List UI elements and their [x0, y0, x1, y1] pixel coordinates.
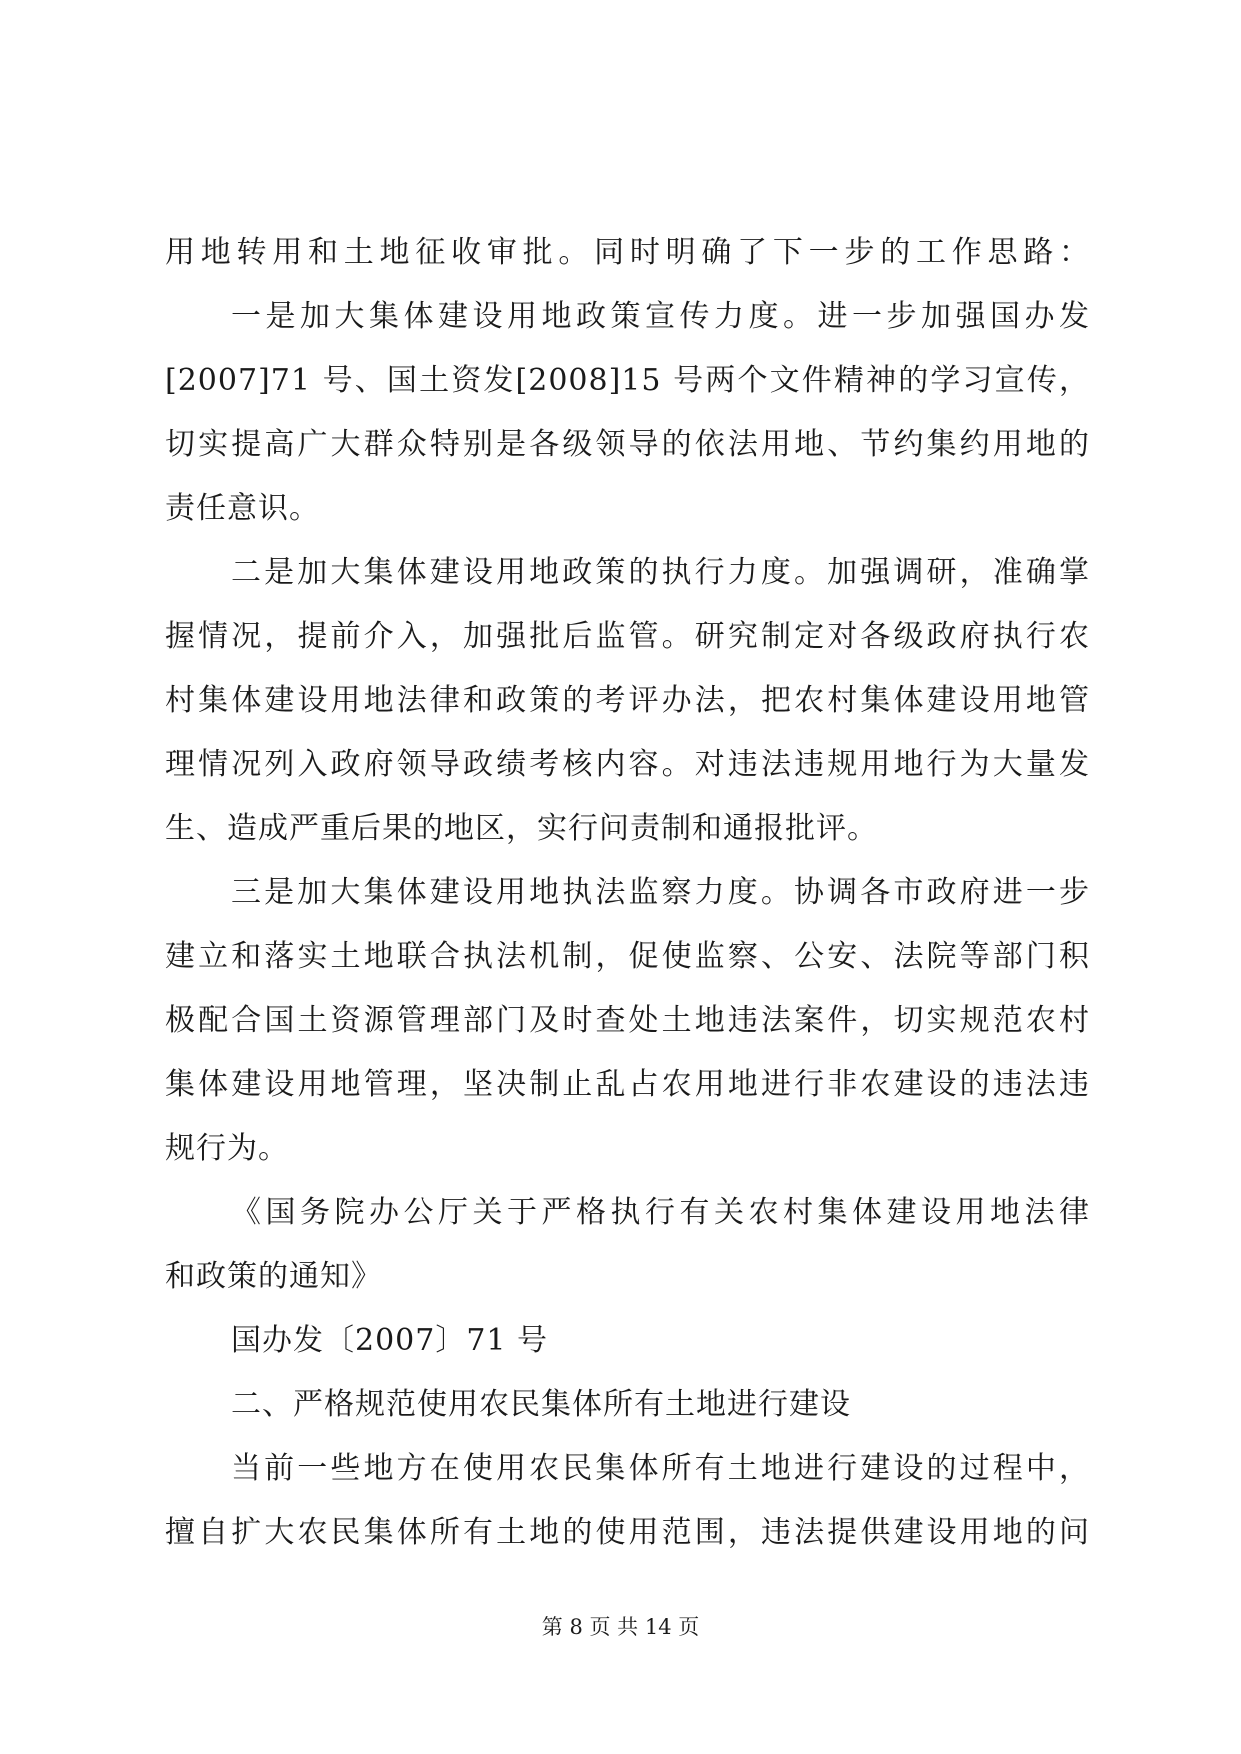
text-line: 和政策的通知》 [165, 1259, 382, 1294]
section-heading: 二、严格规范使用农民集体所有土地进行建设 [231, 1387, 851, 1422]
text-line: [2007]71 号、国土资发[2008]15 号两个文件精神的学习宣传， [165, 363, 1090, 398]
text-line: 村集体建设用地法律和政策的考评办法，把农村集体建设用地管 [165, 683, 1090, 718]
text-line: 擅自扩大农民集体所有土地的使用范围，违法提供建设用地的问 [165, 1515, 1090, 1550]
text-line: 一是加大集体建设用地政策宣传力度。进一步加强国办发 [231, 299, 1090, 334]
text-line: 极配合国土资源管理部门及时查处土地违法案件，切实规范农村 [165, 1003, 1090, 1038]
document-body [165, 221, 1090, 1565]
page-number-footer: 第 8 页 共 14 页 [541, 1615, 700, 1639]
text-line: 二是加大集体建设用地政策的执行力度。加强调研，准确掌 [231, 555, 1090, 590]
text-line: 切实提高广大群众特别是各级领导的依法用地、节约集约用地的 [165, 427, 1090, 462]
text-line: 集体建设用地管理，坚决制止乱占农用地进行非农建设的违法违 [165, 1067, 1090, 1102]
text-line: 国办发〔2007〕71 号 [231, 1323, 549, 1358]
text-line: 规行为。 [165, 1131, 289, 1166]
text-line: 建立和落实土地联合执法机制，促使监察、公安、法院等部门积 [165, 939, 1090, 974]
text-line: 用地转用和土地征收审批。同时明确了下一步的工作思路： [165, 235, 1090, 270]
text-line: 生、造成严重后果的地区，实行问责制和通报批评。 [165, 811, 878, 846]
text-line: 握情况，提前介入，加强批后监管。研究制定对各级政府执行农 [165, 619, 1090, 654]
text-line: 三是加大集体建设用地执法监察力度。协调各市政府进一步 [231, 875, 1090, 910]
text-line: 理情况列入政府领导政绩考核内容。对违法违规用地行为大量发 [165, 747, 1090, 782]
text-line: 责任意识。 [165, 491, 320, 526]
text-line: 《国务院办公厅关于严格执行有关农村集体建设用地法律 [231, 1195, 1090, 1230]
text-line: 当前一些地方在使用农民集体所有土地进行建设的过程中， [231, 1451, 1090, 1486]
